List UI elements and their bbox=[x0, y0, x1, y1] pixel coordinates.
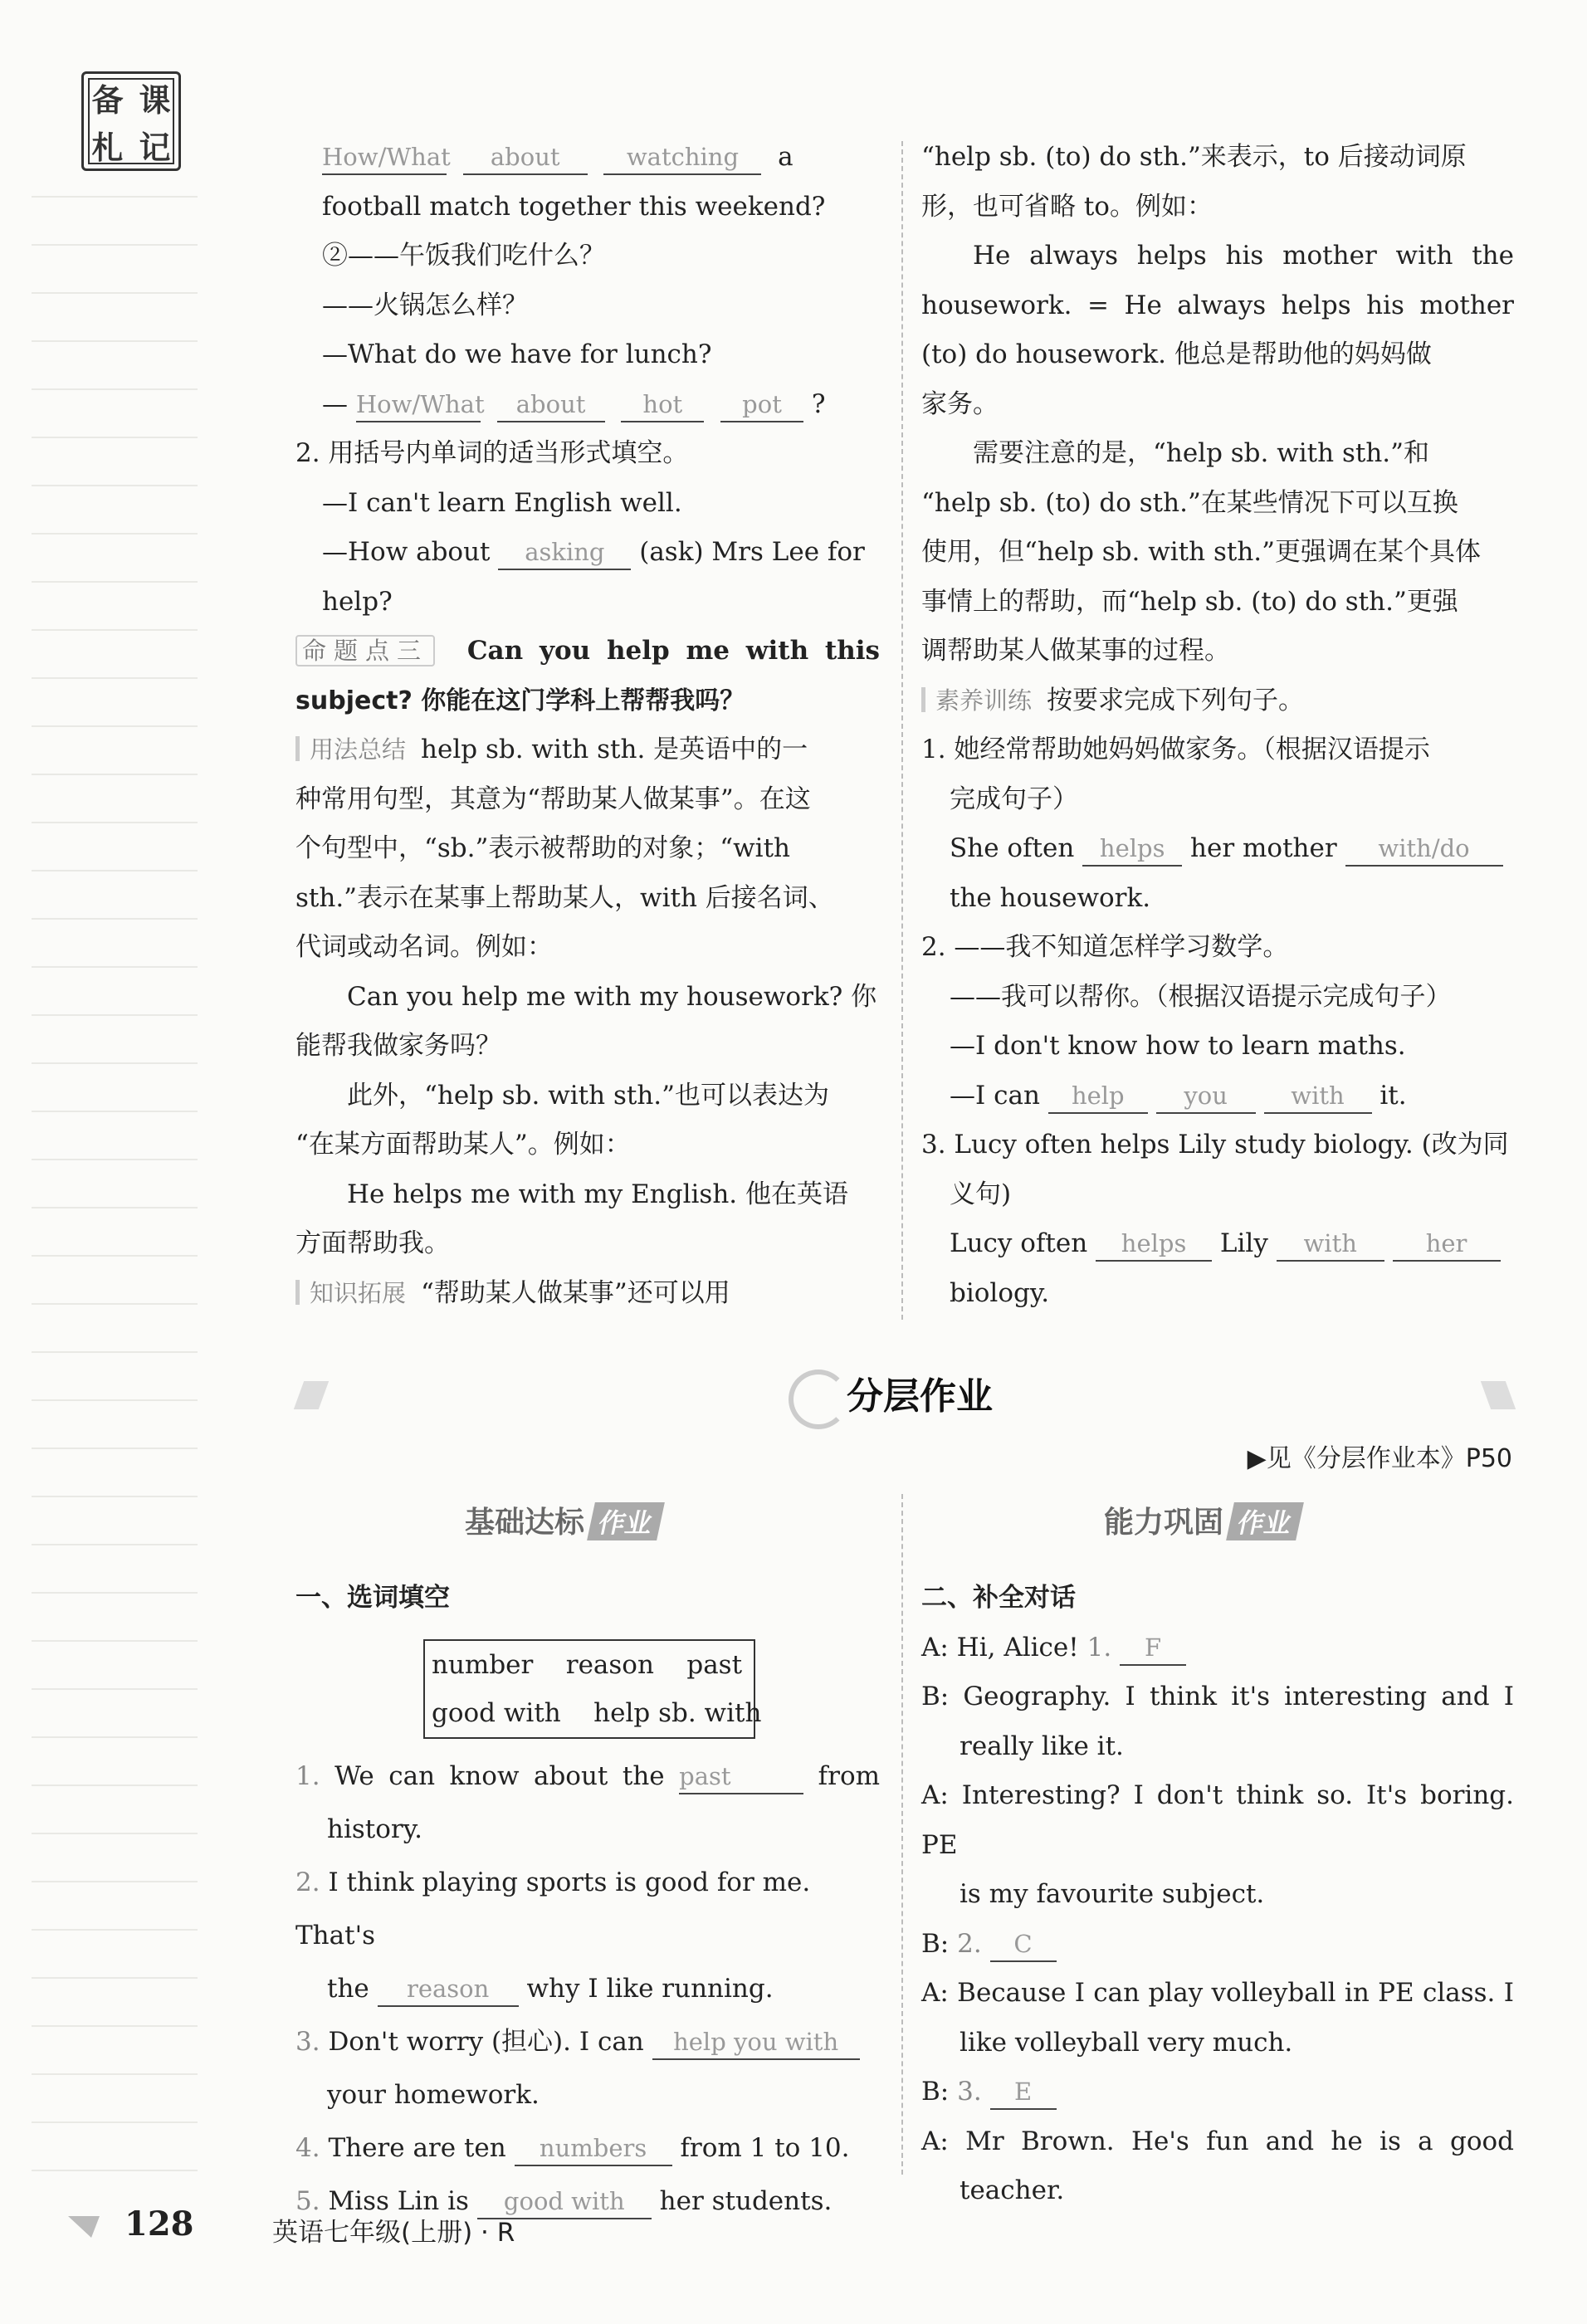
page-number: 128 bbox=[125, 2204, 194, 2243]
lesson-notes-stamp: 备 课 札 记 bbox=[81, 71, 181, 171]
right-column-top bbox=[921, 133, 1514, 1318]
dialogue-line: A: Interesting? I don't think so. It's boring. PE bbox=[921, 1780, 1514, 1860]
answer-blank: help bbox=[1048, 1079, 1148, 1114]
exercise-heading: 一、选词填空 bbox=[295, 1583, 450, 1613]
answer-blank: you bbox=[1156, 1079, 1256, 1114]
example-line: Can you help me with my housework? 你 bbox=[347, 981, 877, 1012]
exercise-line: —How about asking (ask) Mrs Lee for bbox=[295, 528, 880, 578]
text-line: 形，也可省略 to。例如： bbox=[921, 191, 1213, 222]
answer-blank: How/What bbox=[356, 388, 481, 422]
question-line: 完成句子） bbox=[950, 784, 1078, 814]
footer-book-title: 英语七年级(上册) · R bbox=[272, 2218, 515, 2248]
dialogue-line: A: Hi, Alice! 1. F bbox=[921, 1623, 1514, 1673]
text-line: biology. bbox=[950, 1277, 1050, 1308]
section-ability-header: 能力巩固 作业 bbox=[1104, 1499, 1300, 1541]
banner-title: 分层作业 bbox=[847, 1375, 993, 1418]
word-bank-box bbox=[423, 1639, 762, 1739]
answer-blank: helps bbox=[1096, 1227, 1212, 1262]
note-line: 事情上的帮助，而“help sb. (to) do sth.”更强 bbox=[921, 586, 1458, 617]
question-line: 义句) bbox=[950, 1179, 1012, 1209]
answer-blank: numbers bbox=[515, 2131, 672, 2166]
left-column-top bbox=[295, 133, 880, 1318]
dialogue-line: A: Mr Brown. He's fun and he is a good bbox=[921, 2126, 1514, 2156]
note-line: “help sb. (to) do sth.”在某些情况下可以互换 bbox=[921, 487, 1458, 518]
text-line: —What do we have for lunch? bbox=[322, 339, 712, 369]
question-line: 3. Lucy often helps Lily study biology. (改为同 bbox=[921, 1130, 1509, 1160]
text-line: football match together this weekend? bbox=[322, 191, 826, 222]
column-divider bbox=[901, 141, 903, 1320]
answer-blank: watching bbox=[603, 140, 761, 175]
answer-blank: pot bbox=[720, 388, 803, 422]
banner-swirl-icon bbox=[789, 1370, 848, 1429]
usage-line: 个句型中，“sb.”表示被帮助的对象；“with bbox=[295, 833, 791, 863]
list-item: 5. Miss Lin is good with her students. bbox=[295, 2175, 880, 2228]
exercise-line: How/What about watching a bbox=[295, 133, 880, 183]
answer-blank: with bbox=[1277, 1227, 1384, 1262]
dialogue-line: B: Geography. I think it's interesting and I bbox=[921, 1682, 1514, 1711]
text-line: the housework. bbox=[950, 882, 1151, 913]
example-line: He always helps his mother with the bbox=[973, 241, 1514, 271]
list-item-cont: the reason why I like running. bbox=[295, 1962, 880, 2015]
extension-line: 知识拓展 “帮助某人做某事”还可以用 bbox=[295, 1269, 880, 1319]
answer-blank: about bbox=[497, 388, 605, 422]
question-line: 2. ——我不知道怎样学习数学。 bbox=[921, 932, 1289, 962]
answer-blank: reason bbox=[378, 1972, 519, 2007]
usage-line: 代词或动名词。例如： bbox=[295, 932, 553, 962]
banner-left-decoration bbox=[294, 1381, 329, 1409]
answer-blank: asking bbox=[498, 535, 631, 570]
answer-blank: E bbox=[990, 2075, 1057, 2110]
training-tag: 素养训练 bbox=[935, 686, 1033, 715]
example-line: 方面帮助我。 bbox=[295, 1228, 450, 1258]
answer-blank: good with bbox=[477, 2185, 652, 2219]
exercise-line: —I can help you with it. bbox=[921, 1072, 1514, 1121]
right-homework-column bbox=[921, 1574, 1514, 2216]
example-line: 家务。 bbox=[921, 388, 999, 419]
answer-blank: How/What bbox=[322, 140, 447, 175]
left-homework-items bbox=[295, 1750, 880, 2228]
note-line: 使用，但“help sb. with sth.”更强调在某个具体 bbox=[921, 537, 1481, 567]
dialogue-line: B: 3. E bbox=[921, 2068, 1514, 2117]
answer-blank: past bbox=[679, 1760, 803, 1794]
note-lines bbox=[32, 149, 198, 2171]
example-line: housework. = He always helps his mother bbox=[921, 290, 1514, 320]
dialogue-line: like volleyball very much. bbox=[960, 2027, 1293, 2058]
dialogue-line: is my favourite subject. bbox=[960, 1879, 1265, 1909]
usage-line: sth.”表示在某事上帮助某人，with 后接名词、 bbox=[295, 882, 834, 913]
example-line: 能帮我做家务吗？ bbox=[295, 1031, 501, 1061]
usage-tag: 用法总结 bbox=[310, 735, 407, 764]
answer-blank: F bbox=[1120, 1631, 1186, 1666]
example-line: (to) do housework. 他总是帮助他的妈妈做 bbox=[921, 339, 1432, 369]
column-divider bbox=[901, 1494, 903, 2175]
answer-blank: with/do bbox=[1345, 832, 1503, 867]
question-line: 1. 她经常帮助她妈妈做家务。（根据汉语提示 bbox=[921, 735, 1430, 764]
answer-blank: about bbox=[463, 140, 588, 175]
dialogue-line: A: Because I can play volleyball in PE class. I bbox=[921, 1978, 1514, 2008]
training-line: 素养训练 按要求完成下列句子。 bbox=[921, 676, 1514, 726]
text-line: —I don't know how to learn maths. bbox=[950, 1031, 1406, 1061]
text-line: “help sb. (to) do sth.”来表示，to 后接动词原 bbox=[921, 142, 1467, 172]
text-line: help? bbox=[322, 586, 393, 617]
question-line: ——我可以帮你。（根据汉语提示完成句子） bbox=[950, 981, 1452, 1012]
section-basic-header: 基础达标 作业 bbox=[465, 1499, 661, 1541]
dialogue-line: teacher. bbox=[960, 2175, 1065, 2205]
dialogue-line: really like it. bbox=[960, 1731, 1124, 1761]
exercise-line: — How/What about hot pot ? bbox=[295, 380, 880, 430]
answer-blank: hot bbox=[621, 388, 704, 422]
see-workbook-reference: ▶见《分层作业本》P50 bbox=[1247, 1444, 1512, 1473]
footer-arrow-icon bbox=[66, 2208, 116, 2241]
point-heading-cont: subject? 你能在这门学科上帮帮我吗？ bbox=[295, 686, 745, 715]
list-item: 1. We can know about the past from bbox=[295, 1750, 880, 1803]
text-line: ②——午饭我们吃什么？ bbox=[322, 241, 605, 271]
list-item-cont: your homework. bbox=[327, 2080, 540, 2110]
exercise-heading: 二、补全对话 bbox=[921, 1583, 1076, 1613]
homework-badge: 作业 bbox=[587, 1502, 665, 1540]
text-line: “在某方面帮助某人”。例如： bbox=[295, 1130, 631, 1160]
exercise-line: Lucy often helps Lily with her bbox=[921, 1219, 1514, 1269]
word-bank-row: good with help sb. with bbox=[432, 1698, 762, 1728]
dialogue-line: B: 2. C bbox=[921, 1920, 1514, 1970]
answer-blank: help you with bbox=[652, 2025, 860, 2060]
text-line: —I can't learn English well. bbox=[322, 487, 682, 518]
extension-tag: 知识拓展 bbox=[310, 1278, 407, 1307]
text-line: ——火锅怎么样？ bbox=[322, 290, 528, 320]
list-item: 3. Don't worry (担心). I can help you with bbox=[295, 2015, 880, 2068]
example-line: He helps me with my English. 他在英语 bbox=[347, 1179, 849, 1209]
point-tag: 命题点三 bbox=[295, 635, 435, 666]
answer-blank: with bbox=[1264, 1079, 1372, 1114]
answer-blank: helps bbox=[1082, 832, 1182, 867]
list-item: 2. I think playing sports is good for me. That's bbox=[295, 1868, 811, 1950]
exercise-line: She often helps her mother with/do bbox=[921, 824, 1514, 874]
usage-line: 种常用句型，其意为“帮助某人做某事”。在这 bbox=[295, 784, 811, 814]
answer-blank: her bbox=[1393, 1227, 1501, 1262]
word-bank-row: number reason past bbox=[432, 1650, 743, 1680]
point-heading: 命题点三 Can you help me with this bbox=[295, 627, 880, 676]
note-line: 需要注意的是，“help sb. with sth.”和 bbox=[973, 438, 1429, 468]
left-homework-column bbox=[295, 1574, 880, 1623]
answer-blank: C bbox=[990, 1927, 1057, 1962]
banner-right-decoration bbox=[1481, 1381, 1516, 1409]
layered-homework-banner bbox=[299, 1361, 1511, 1428]
usage-line: 用法总结 help sb. with sth. 是英语中的一 bbox=[295, 725, 880, 775]
homework-badge: 作业 bbox=[1226, 1502, 1304, 1540]
list-item-cont: history. bbox=[327, 1814, 422, 1844]
question-title: 2. 用括号内单词的适当形式填空。 bbox=[295, 438, 689, 468]
note-line: 调帮助某人做某事的过程。 bbox=[921, 636, 1230, 666]
list-item: 4. There are ten numbers from 1 to 10. bbox=[295, 2121, 880, 2175]
text-line: 此外，“help sb. with sth.”也可以表达为 bbox=[347, 1080, 829, 1111]
